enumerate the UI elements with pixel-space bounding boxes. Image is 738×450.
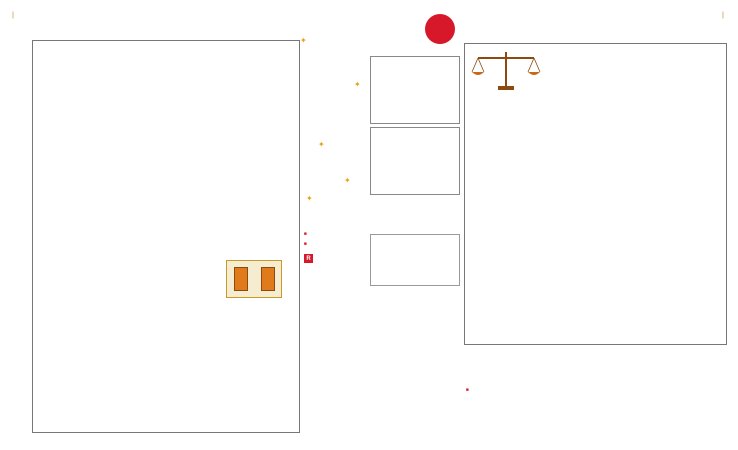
page-header-left (8, 10, 18, 19)
arrow-word-puzzle (32, 40, 300, 433)
et6-puzzle (370, 344, 460, 439)
side-clue-column (8, 40, 32, 433)
header-separator: | (12, 10, 14, 19)
ristikot-logo-mark: R (304, 254, 313, 263)
star-icon: ✦ (344, 176, 351, 185)
krypto-puzzle (614, 358, 727, 432)
star-icon: ✦ (306, 194, 313, 203)
win-banner-line2 (303, 36, 362, 48)
win-banner (303, 36, 362, 48)
ristikot-logo (304, 254, 360, 263)
win-banner-amount (303, 36, 362, 48)
door-icon (261, 267, 275, 291)
win-banner-line1 (303, 36, 362, 48)
sudoku-grid-2 (370, 127, 460, 195)
scale-icon (470, 48, 542, 92)
star-icon: ✦ (300, 36, 307, 45)
winners-text: ■ (466, 388, 469, 393)
page-header-right (718, 10, 728, 19)
entry-instructions (304, 232, 360, 263)
instruction-block: ■ (304, 242, 307, 247)
word-search-grid (370, 234, 460, 286)
sudoku-grid-1 (370, 56, 460, 124)
star-icon: ✦ (354, 80, 361, 89)
instruction-block: ■ (304, 232, 307, 237)
picture-clue (226, 260, 282, 298)
door-icon (234, 267, 248, 291)
sudoku-puzzles (370, 56, 460, 195)
top-clue-strip (32, 40, 300, 58)
solutions-badge (425, 14, 455, 44)
header-separator: | (722, 10, 724, 19)
star-icon: ✦ (318, 140, 325, 149)
